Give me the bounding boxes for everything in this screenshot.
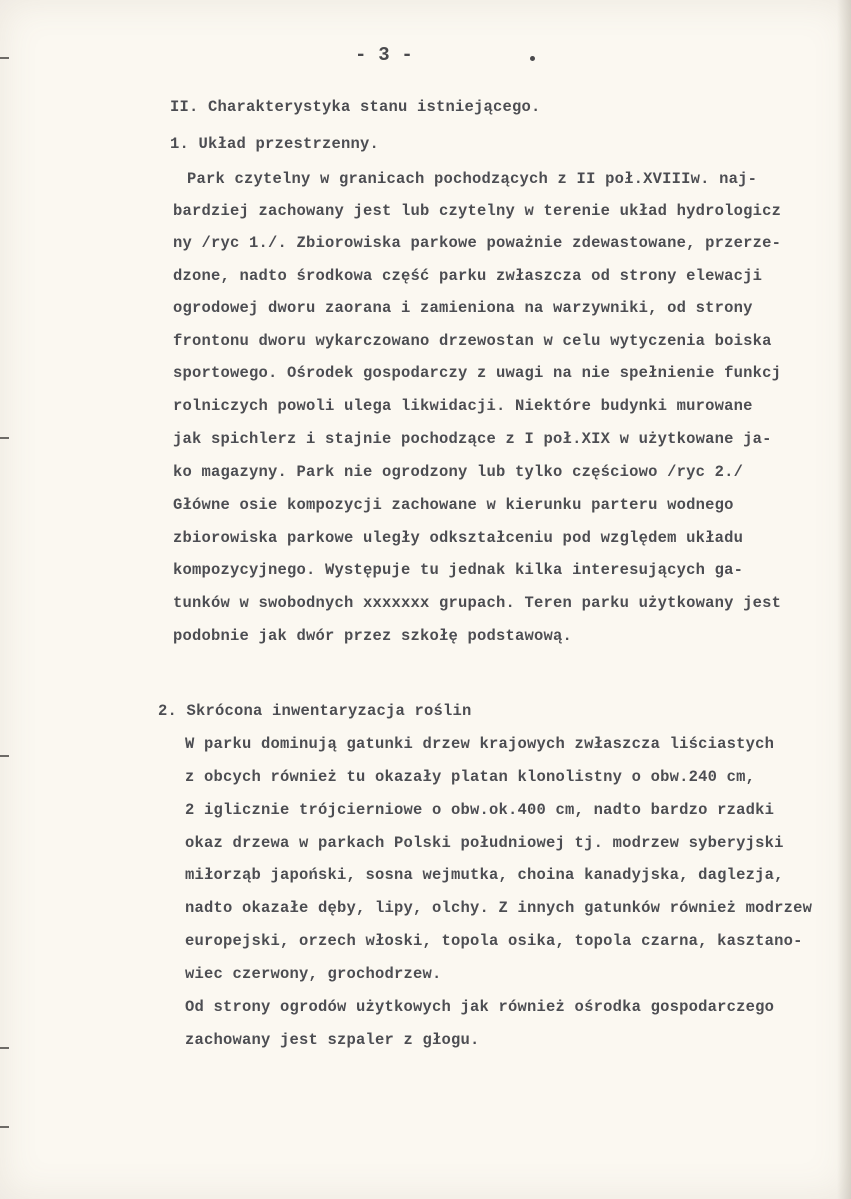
subsection-title-inwentaryzacja: 2. Skrócona inwentaryzacja roślin: [158, 702, 472, 720]
text-line: Park czytelny w granicach pochodzących z II poł.XVIIIw. naj-: [187, 170, 758, 188]
text-line: dzone, nadto środkowa część parku zwłaszcza od strony elewacji: [173, 267, 763, 285]
text-line: podobnie jak dwór przez szkołę podstawową.: [173, 627, 573, 645]
binding-mark: [0, 1126, 9, 1128]
text-line: ko magazyny. Park nie ogrodzony lub tylko częściowo /ryc 2./: [173, 463, 744, 481]
text-line: frontonu dworu wykarczowano drzewostan w celu wytyczenia boiska: [173, 332, 772, 350]
subsection-title-uklad: 1. Układ przestrzenny.: [170, 135, 380, 153]
binding-mark: [0, 1047, 9, 1049]
text-line: Główne osie kompozycji zachowane w kierunku parteru wodnego: [173, 496, 734, 514]
text-line: bardziej zachowany jest lub czytelny w terenie układ hydrologicz: [173, 202, 782, 220]
text-line: Od strony ogrodów użytkowych jak również ośrodka gospodarczego: [185, 998, 775, 1016]
ink-dot: [530, 56, 535, 61]
text-line: 2 iglicznie trójcierniowe o obw.ok.400 cm, nadto bardzo rzadki: [185, 801, 775, 819]
text-line: zachowany jest szpaler z głogu.: [185, 1031, 480, 1049]
section-heading: II. Charakterystyka stanu istniejącego.: [170, 98, 541, 116]
text-line: kompozycyjnego. Występuje tu jednak kilka interesujących ga-: [173, 561, 744, 579]
text-line: sportowego. Ośrodek gospodarczy z uwagi na nie spełnienie funkcj: [173, 364, 782, 382]
page-edge-shadow: [837, 0, 851, 1199]
text-line: W parku dominują gatunki drzew krajowych zwłaszcza liściastych: [185, 735, 775, 753]
binding-mark: [0, 437, 9, 439]
text-line: miłorząb japoński, sosna wejmutka, choina kanadyjska, daglezja,: [185, 866, 784, 884]
text-line: okaz drzewa w parkach Polski południowej tj. modrzew syberyjski: [185, 834, 784, 852]
text-line: ogrodowej dworu zaorana i zamieniona na warzywniki, od strony: [173, 299, 753, 317]
text-line: nadto okazałe dęby, lipy, olchy. Z innych gatunków również modrzew: [185, 899, 813, 917]
binding-mark: [0, 755, 9, 757]
text-line: ny /ryc 1./. Zbiorowiska parkowe poważnie zdewastowane, przerze-: [173, 234, 782, 252]
text-line: zbiorowiska parkowe uległy odkształceniu pod względem układu: [173, 529, 744, 547]
page-number: - 3 -: [355, 44, 414, 66]
text-line: europejski, orzech włoski, topola osika, topola czarna, kasztano-: [185, 932, 803, 950]
text-line: jak spichlerz i stajnie pochodzące z I poł.XIX w użytkowane ja-: [173, 430, 772, 448]
binding-mark: [0, 57, 9, 59]
text-line: rolniczych powoli ulega likwidacji. Niektóre budynki murowane: [173, 397, 753, 415]
text-line: wiec czerwony, grochodrzew.: [185, 965, 442, 983]
text-line: tunków w swobodnych xxxxxxx grupach. Teren parku użytkowany jest: [173, 594, 782, 612]
text-line: z obcych również tu okazały platan klonolistny o obw.240 cm,: [185, 768, 756, 786]
